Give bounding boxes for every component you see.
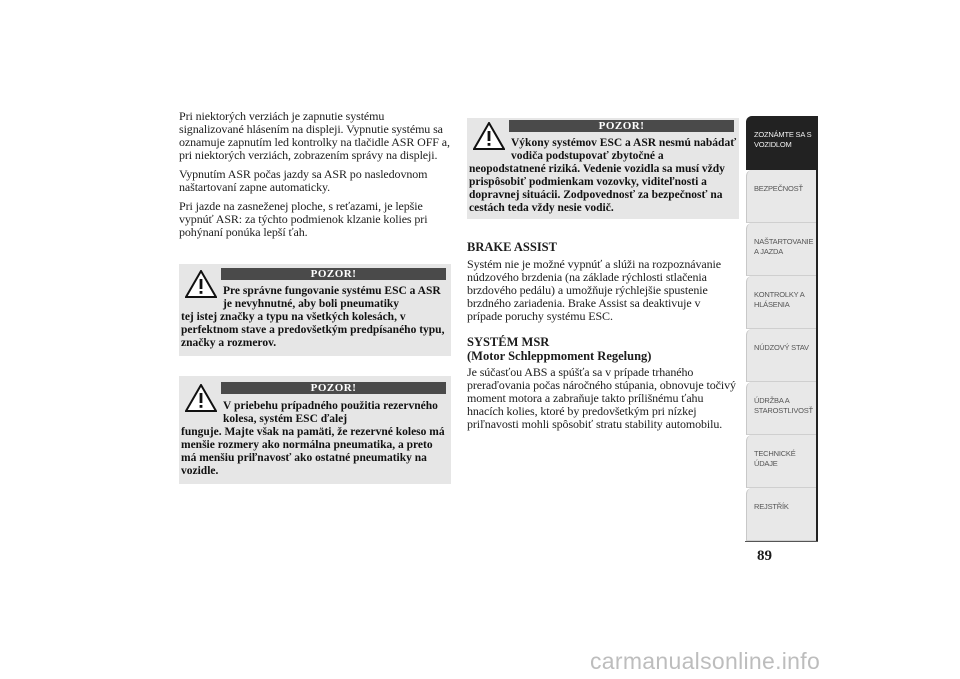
- warning-text-lead: Pre správne fungovanie systému ESC a ASR je nevyhnutné, aby boli pneumatiky: [223, 285, 441, 310]
- warning-box: [179, 264, 451, 356]
- sidebar-tab-zoznamte[interactable]: [746, 116, 818, 170]
- tab-label: BEZPEČNOSŤ: [754, 184, 803, 193]
- watermark-text: carmanualsonline.info: [590, 648, 821, 674]
- warning-text: funguje. Majte však na pamäti, že rezervné koleso má menšie rozmery ako normálna pneumatika, a preto má menšiu priľnavosť ako ostatné pneumatiky na vozidle.: [181, 426, 445, 477]
- tab-label: NÚDZOVÝ STAV: [754, 343, 809, 352]
- page-number-divider: [745, 541, 818, 542]
- tab-label: TECHNICKÉ: [754, 449, 796, 458]
- tab-label: HLÁSENIA: [754, 300, 790, 309]
- sidebar-tab-bezpecnost[interactable]: [746, 170, 818, 223]
- sidebar-edge-line: [816, 116, 818, 542]
- paragraph: Pri jazde na zasneženej ploche, s reťazami, je lepšie vypnúť ASR: za týchto podmienok klzanie kolies pri pohýnaní ponúka lepší ťah.: [179, 199, 428, 239]
- tab-label: STAROSTLIVOSŤ: [754, 406, 813, 415]
- section-heading: BRAKE ASSIST: [467, 240, 557, 254]
- section-subheading: (Motor Schleppmoment Regelung): [467, 349, 652, 363]
- sidebar-tab-rejstrik[interactable]: [746, 488, 818, 541]
- warning-text-lead: V priebehu prípadného použitia rezervného kolesa, systém ESC ďalej: [223, 400, 438, 425]
- warning-title: POZOR!: [221, 268, 446, 280]
- tab-label: KONTROLKY A: [754, 290, 805, 299]
- tab-label: ZOZNÁMTE SA S: [754, 130, 812, 139]
- warning-text: tej istej značky a typu na všetkých kolesách, v perfektnom stave a predovšetkým predpísaného typu, značky a rozmerov.: [181, 311, 445, 349]
- right-column: [467, 240, 737, 437]
- sidebar-tab-nastartovanie[interactable]: [746, 223, 818, 276]
- paragraph: Vypnutím ASR počas jazdy sa ASR po nasledovnom naštartovaní zapne automaticky.: [179, 167, 428, 194]
- warning-box: [467, 118, 739, 219]
- paragraph: Pri niektorých verziách je zapnutie systému signalizované hlásením na displeji. Vypnutie systému sa oznamuje zapnutím led kontrolky na tlačidle ASR OFF a, pri niektorých verziách, zobrazením správy na displeji.: [179, 109, 450, 162]
- tab-label: VOZIDLOM: [754, 140, 792, 149]
- tab-label: ÚDRŽBA A: [754, 396, 790, 405]
- paragraph: Systém nie je možné vypnúť a slúži na rozpoznávanie núdzového brzdenia (na základe rýchlosti stlačenia brzdového pedálu) a umožňuje rýchlejšie spustenie brzdného zariadenia. Brake Assist sa deaktivuje v prípade poruchy systému ESC.: [467, 257, 721, 323]
- section-heading: SYSTÉM MSR: [467, 335, 550, 349]
- tab-label: ÚDAJE: [754, 459, 778, 468]
- warning-title: POZOR!: [509, 120, 734, 132]
- paragraph: Je súčasťou ABS a spúšťa sa v prípade trhaného preraďovania počas náročného stúpania, obnovuje točivý moment motora a zabraňuje takto prílišnému ťahu hnacích kolies, ktoré by predovšetkým pri nízkej priľnavosti mohli spôsobiť stratu stability automobilu.: [467, 365, 736, 431]
- tab-label: A JAZDA: [754, 247, 784, 256]
- tab-label: REJSTŘÍK: [754, 502, 789, 511]
- sidebar-tab-technicke-udaje[interactable]: [746, 435, 818, 488]
- tab-label: NAŠTARTOVANIE: [754, 237, 814, 246]
- warning-text: neopodstatnené riziká. Vedenie vozidla sa musí vždy prispôsobiť podmienkam vozovky, viditeľnosti a dopravnej situácii. Zodpovednosť za bezpečnosť na cestách teda vždy nesie vodič.: [469, 163, 725, 214]
- warning-text-lead: Výkony systémov ESC a ASR nesmú nabádať vodiča podstupovať zbytočné a: [511, 137, 737, 162]
- sidebar-tab-udrzba[interactable]: [746, 382, 818, 435]
- sidebar-tab-kontrolky[interactable]: [746, 276, 818, 329]
- warning-title: POZOR!: [221, 382, 446, 394]
- page-number: 89: [757, 548, 772, 564]
- left-column: [179, 110, 451, 245]
- sidebar-tab-nudzovy-stav[interactable]: [746, 329, 818, 382]
- warning-box: [179, 376, 451, 484]
